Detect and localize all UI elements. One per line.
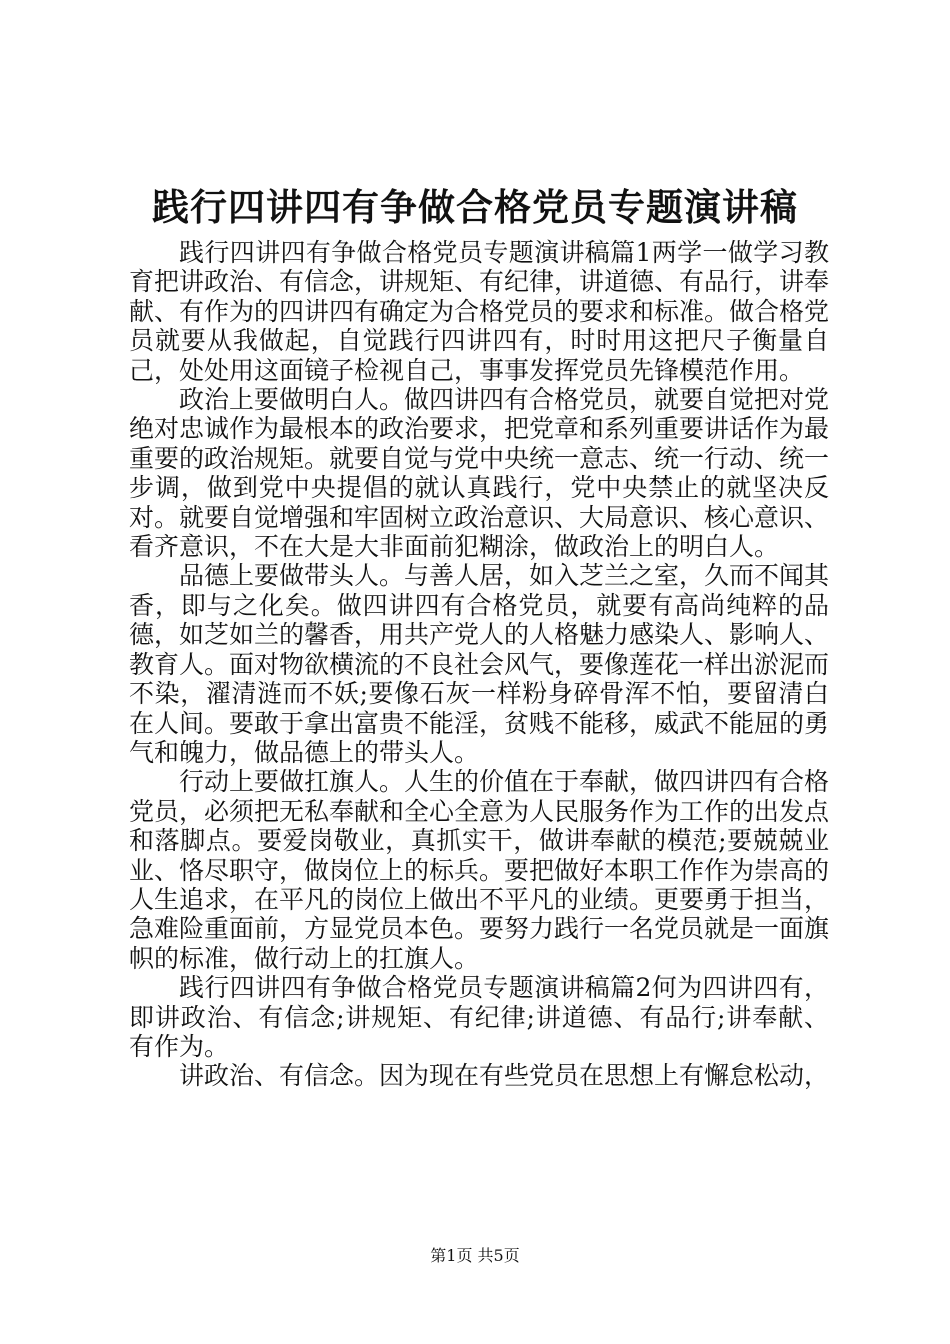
paragraph: 行动上要做扛旗人。人生的价值在于奉献，做四讲四有合格党员，必须把无私奉献和全心全意为人民服务作为工作的出发点和落脚点。要爱岗敬业，真抓实干，做讲奉献的模范;要兢兢业业、恪尽职守，做岗位上的标兵。要把做好本职工作作为崇高的人生追求，在平凡的岗位上做出不平凡的业绩。更要勇于担当，急难险重面前，方显党员本色。要努力践行一名党员就是一面旗帜的标准，做行动上的扛旗人。 — [129, 767, 830, 973]
paragraph: 践行四讲四有争做合格党员专题演讲稿篇1两学一做学习教育把讲政治、有信念，讲规矩、有纪律，讲道德、有品行，讲奉献、有作为的四讲四有确定为合格党员的要求和标准。做合格党员就要从我做起，自觉践行四讲四有，时时用这把尺子衡量自己，处处用这面镜子检视自己，事事发挥党员先锋模范作用。 — [129, 238, 830, 385]
paragraph: 品德上要做带头人。与善人居，如入芝兰之室，久而不闻其香，即与之化矣。做四讲四有合格党员，就要有高尚纯粹的品德，如芝如兰的馨香，用共产党人的人格魅力感染人、影响人、教育人。面对物欲横流的不良社会风气，要像莲花一样出淤泥而不染，濯清涟而不妖;要像石灰一样粉身碎骨浑不怕，要留清白在人间。要敢于拿出富贵不能淫，贫贱不能移，威武不能屈的勇气和魄力，做品德上的带头人。 — [129, 561, 830, 767]
paragraph: 讲政治、有信念。因为现在有些党员在思想上有懈怠松动， — [179, 1061, 830, 1091]
paragraph: 践行四讲四有争做合格党员专题演讲稿篇2何为四讲四有，即讲政治、有信念;讲规矩、有纪律;讲道德、有品行;讲奉献、有作为。 — [129, 973, 829, 1061]
page-footer — [0, 1245, 950, 1267]
document-title: 践行四讲四有争做合格党员专题演讲稿 — [152, 185, 798, 229]
document-body — [129, 238, 829, 1091]
page-indicator: 第1页 共5页 — [430, 1246, 520, 1265]
paragraph: 政治上要做明白人。做四讲四有合格党员，就要自觉把对党绝对忠诚作为最根本的政治要求，把党章和系列重要讲话作为最重要的政治规矩。就要自觉与党中央统一意志、统一行动、统一步调，做到党中央提倡的就认真践行，党中央禁止的就坚决反对。就要自觉增强和牢固树立政治意识、大局意识、核心意识、看齐意识，不在大是大非面前犯糊涂，做政治上的明白人。 — [129, 385, 830, 562]
